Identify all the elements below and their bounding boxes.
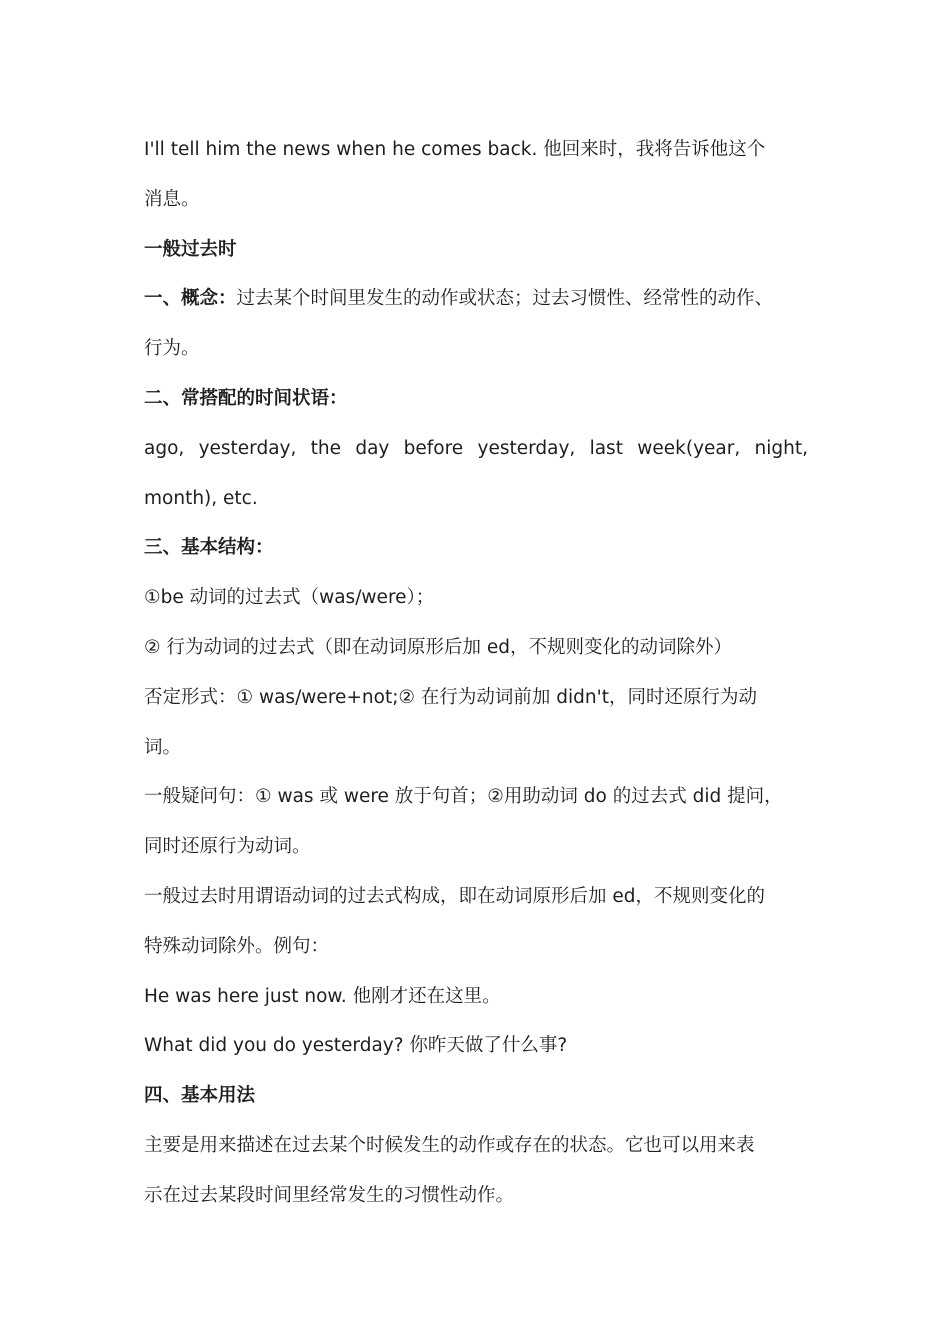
bold-label: 四、基本用法 <box>144 1085 256 1107</box>
line-text: 否定形式：① was/were+not;② 在行为动词前加 didn't，同时还原行为动 <box>144 686 757 708</box>
text-line <box>144 1171 808 1221</box>
section-heading <box>144 523 808 573</box>
line-text: month), etc. <box>144 487 258 509</box>
line-text: 主要是用来描述在过去某个时候发生的动作或存在的状态。它也可以用来表 <box>144 1134 755 1156</box>
text-line <box>144 1121 808 1171</box>
line-text: ago, yesterday, the day before yesterday, last week(year, night, <box>144 437 808 459</box>
text-line <box>144 772 808 822</box>
line-text: 行为。 <box>144 338 200 360</box>
line-text: 特殊动词除外。例句： <box>144 935 330 957</box>
line-text: 一般疑问句：① was 或 were 放于句首；②用助动词 do 的过去式 did 提问， <box>144 786 783 808</box>
section-heading <box>144 1071 808 1121</box>
text-line <box>144 125 808 175</box>
bold-label: 三、基本结构： <box>144 537 274 559</box>
text-line <box>144 573 808 623</box>
section-heading <box>144 374 808 424</box>
text-line <box>144 822 808 872</box>
text-line <box>144 474 808 524</box>
document-body <box>144 125 808 1221</box>
text-line <box>144 324 808 374</box>
text-line <box>144 723 808 773</box>
line-text: He was here just now. 他刚才还在这里。 <box>144 985 501 1007</box>
text-line <box>144 175 808 225</box>
text-line <box>144 424 808 474</box>
text-line <box>144 673 808 723</box>
bold-label: 一般过去时 <box>144 238 237 260</box>
text-line <box>144 274 808 324</box>
text-line <box>144 922 808 972</box>
line-text: 同时还原行为动词。 <box>144 836 311 858</box>
text-line <box>144 623 808 673</box>
line-text: 消息。 <box>144 188 200 210</box>
line-text: 一般过去时用谓语动词的过去式构成，即在动词原形后加 ed，不规则变化的 <box>144 885 766 907</box>
line-text: 示在过去某段时间里经常发生的习惯性动作。 <box>144 1184 515 1206</box>
bold-label: 一、概念： <box>144 288 237 310</box>
section-heading <box>144 225 808 275</box>
text-line <box>144 872 808 922</box>
line-text: What did you do yesterday? 你昨天做了什么事? <box>144 1035 568 1057</box>
bold-label: 二、常搭配的时间状语： <box>144 387 348 409</box>
line-text: I'll tell him the news when he comes back. 他回来时，我将告诉他这个 <box>144 139 766 160</box>
text-line <box>144 972 808 1022</box>
line-text: 词。 <box>144 736 182 758</box>
text-line <box>144 1021 808 1071</box>
line-text: ② 行为动词的过去式（即在动词原形后加 ed，不规则变化的动词除外） <box>144 636 732 658</box>
line-text: 过去某个时间里发生的动作或状态；过去习惯性、经常性的动作、 <box>236 288 774 310</box>
line-text: ①be 动词的过去式（was/were）； <box>144 587 435 609</box>
